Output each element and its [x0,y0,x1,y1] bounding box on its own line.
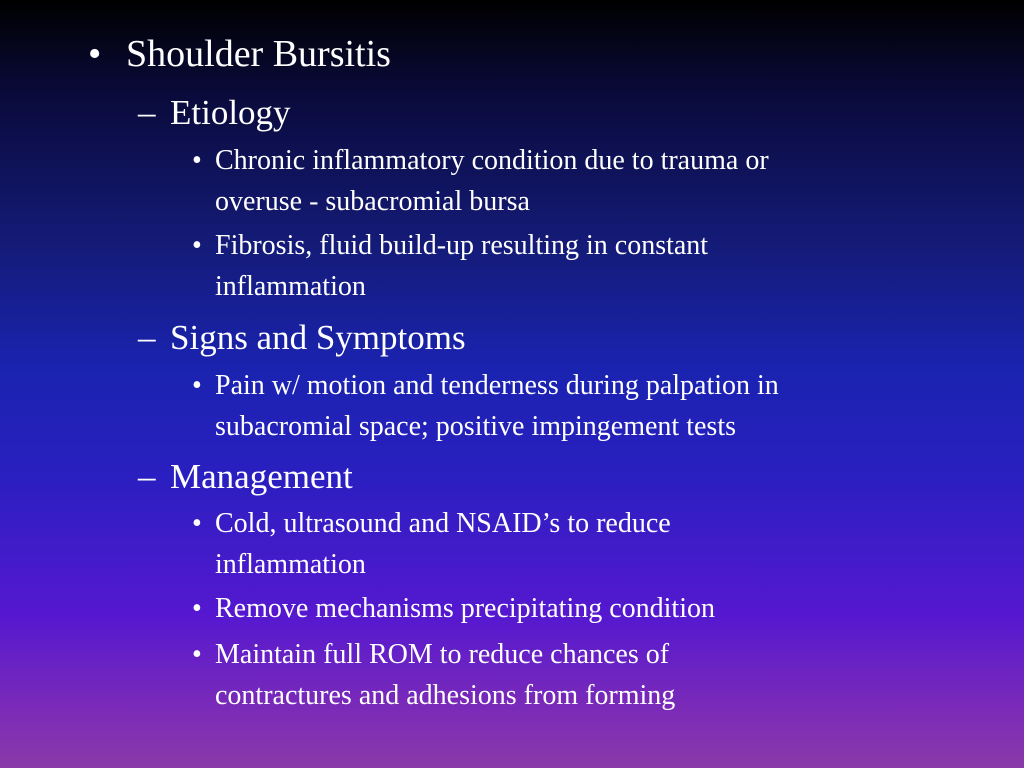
management-item-2-line-1: Remove mechanisms precipitating condition [215,593,715,624]
topic-bullet: • [88,33,102,75]
etiology-item-2-line-2: inflammation [215,271,366,302]
section-marker: – [138,457,156,496]
section-heading-signs-symptoms: Signs and Symptoms [170,318,466,357]
section-marker: – [138,93,156,132]
bullet-marker: • [192,593,202,624]
topic-title: Shoulder Bursitis [126,33,391,75]
management-item-1-line-2: inflammation [215,549,366,580]
management-item-1-line-1: Cold, ultrasound and NSAID’s to reduce [215,508,671,539]
etiology-item-1-line-1: Chronic inflammatory condition due to trauma or [215,145,769,176]
section-marker: – [138,318,156,357]
etiology-item-1-line-2: overuse - subacromial bursa [215,186,530,217]
management-item-3-line-1: Maintain full ROM to reduce chances of [215,639,670,670]
bullet-marker: • [192,230,202,261]
management-item-3-line-2: contractures and adhesions from forming [215,680,676,711]
section-heading-etiology: Etiology [170,93,291,132]
etiology-item-2-line-1: Fibrosis, fluid build-up resulting in constant [215,230,709,261]
bullet-marker: • [192,370,202,401]
section-heading-management: Management [170,457,353,496]
signs-item-1-line-1: Pain w/ motion and tenderness during palpation in [215,370,779,401]
bullet-marker: • [192,639,202,670]
bullet-marker: • [192,145,202,176]
bullet-marker: • [192,508,202,539]
signs-item-1-line-2: subacromial space; positive impingement tests [215,411,736,442]
